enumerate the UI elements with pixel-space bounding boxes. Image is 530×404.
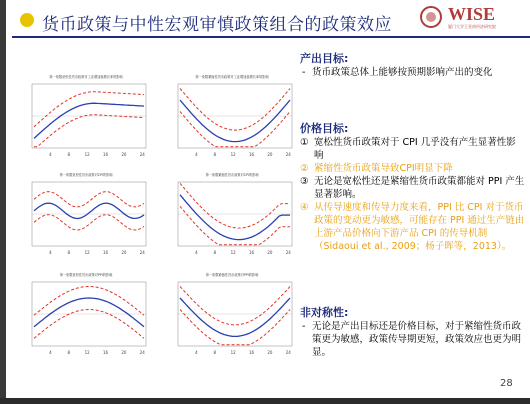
- x-tick-label: 24: [139, 152, 145, 157]
- x-tick-label: 20: [121, 152, 127, 157]
- confidence-band-upper: [180, 89, 290, 131]
- section-title: 价格目标:: [300, 122, 349, 135]
- x-tick-label: 16: [103, 152, 109, 157]
- chart-easing-ppi: [22, 270, 150, 358]
- x-tick-label: 8: [67, 152, 71, 157]
- chart-svg: [168, 72, 296, 160]
- output-target-section: [300, 52, 525, 79]
- x-tick-label: 20: [267, 350, 273, 355]
- asymmetry-section: [300, 306, 525, 359]
- section-title: 产出目标:: [300, 52, 349, 65]
- chart-title: 第一象限宽松性货币政策对CPI的影响: [59, 173, 113, 177]
- slide-title: 货币政策与中性宏观审慎政策组合的政策效应: [42, 15, 392, 35]
- x-tick-label: 12: [84, 152, 90, 157]
- x-tick-label: 16: [249, 250, 255, 255]
- x-tick-label: 8: [213, 250, 217, 255]
- x-tick-label: 12: [230, 152, 236, 157]
- chart-title: 第一象限宽松性货币政策对PPI的影响: [59, 273, 113, 277]
- chart-easing-cpi: [22, 170, 150, 258]
- x-tick-label: 8: [67, 250, 71, 255]
- chart-tightening-cpi: [168, 170, 296, 258]
- x-tick-label: 20: [121, 250, 127, 255]
- x-tick-label: 24: [139, 350, 145, 355]
- page-number: 28: [500, 378, 513, 389]
- impulse-response-line: [180, 100, 290, 142]
- asymmetry-text: - 无论是产出目标还是价格目标，对于紧缩性货币政策更为敏感，政策传导期更短，政策效应也更为明显。: [302, 321, 522, 358]
- x-tick-label: 16: [103, 350, 109, 355]
- x-tick-label: 24: [285, 350, 291, 355]
- window-edge-left: [0, 0, 6, 404]
- section-title: 非对称性:: [300, 306, 349, 319]
- x-tick-label: 12: [84, 350, 90, 355]
- price-item-4: ④ 从传导速度和传导力度来看，PPI 比 CPI 对于货币政策的变动更为敏感，可能存在 PPI 通过生产链由上游产品价格向下游产品 CPI 的传导机制（Sidaoui et al., 2009；杨子晖等，2013）。: [300, 202, 525, 252]
- price-target-section: [300, 122, 525, 253]
- impulse-response-line: [34, 103, 144, 138]
- confidence-band-upper: [180, 287, 290, 325]
- title-underline: [12, 36, 530, 38]
- window-edge-bottom: [0, 398, 530, 404]
- chart-svg: [22, 170, 150, 258]
- x-tick-label: 4: [49, 152, 52, 157]
- confidence-band-lower: [34, 215, 144, 230]
- chart-easing-output: [22, 72, 150, 160]
- chart-tightening-output: [168, 72, 296, 160]
- chart-svg: [22, 72, 150, 160]
- x-tick-label: 8: [213, 152, 217, 157]
- x-tick-label: 24: [285, 152, 291, 157]
- chart-title: 第一象限紧缩性货币政策对CPI的影响: [205, 173, 259, 177]
- x-tick-label: 4: [49, 350, 52, 355]
- chart-title: 第一象限宽松性货币政策对工业增加值增长率的影响: [49, 75, 123, 79]
- x-tick-label: 16: [249, 152, 255, 157]
- impulse-response-line: [180, 298, 290, 336]
- x-tick-label: 24: [139, 250, 145, 255]
- chart-title: 第一象限紧缩性货币政策对工业增加值增长率的影响: [195, 75, 269, 79]
- x-tick-label: 8: [67, 350, 71, 355]
- x-tick-label: 8: [213, 350, 217, 355]
- chart-svg: [168, 270, 296, 358]
- chart-svg: [168, 170, 296, 258]
- x-tick-label: 20: [267, 250, 273, 255]
- x-tick-label: 20: [121, 350, 127, 355]
- x-tick-label: 4: [49, 250, 52, 255]
- x-tick-label: 16: [249, 350, 255, 355]
- x-tick-label: 24: [285, 250, 291, 255]
- price-item-1: ① 宽松性货币政策对于 CPI 几乎没有产生显著性影响: [300, 137, 516, 161]
- logo: WISE: [448, 4, 496, 24]
- chart-title: 第一象限紧缩性货币政策对PPI的影响: [205, 273, 259, 277]
- university-seal-icon: [420, 6, 442, 28]
- chart-tightening-ppi: [168, 270, 296, 358]
- confidence-band-upper: [34, 287, 144, 316]
- price-item-3: ③ 无论是宽松性还是紧缩性货币政策都能对 PPI 产生显著影响。: [300, 176, 525, 200]
- logo-subtitle: 厦门大学王亚南经济研究院: [448, 24, 496, 29]
- x-tick-label: 4: [195, 152, 198, 157]
- impulse-response-line: [34, 203, 144, 218]
- confidence-band-upper: [34, 92, 144, 127]
- x-tick-label: 4: [195, 250, 198, 255]
- price-item-2: ② 紧缩性货币政策导致CPI明显下降: [300, 163, 453, 174]
- output-target-text: - 货币政策总体上能够按预期影响产出的变化: [302, 67, 493, 78]
- x-tick-label: 16: [103, 250, 109, 255]
- bullet-dot-icon: [20, 13, 34, 27]
- x-tick-label: 20: [267, 152, 273, 157]
- chart-svg: [22, 270, 150, 358]
- confidence-band-upper: [34, 192, 144, 207]
- confidence-band-lower: [34, 115, 144, 147]
- x-tick-label: 12: [230, 350, 236, 355]
- x-tick-label: 12: [84, 250, 90, 255]
- x-tick-label: 4: [195, 350, 198, 355]
- impulse-response-line: [180, 195, 290, 240]
- x-tick-label: 12: [230, 250, 236, 255]
